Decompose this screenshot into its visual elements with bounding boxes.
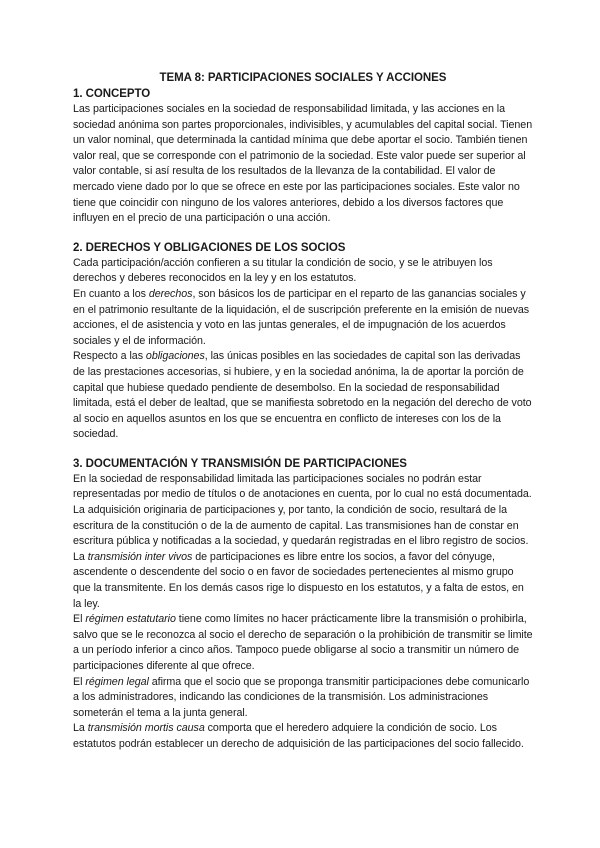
emphasis-term: derechos (148, 287, 193, 300)
section-heading-concepto: 1. CONCEPTO (73, 88, 151, 100)
text-run: La (73, 550, 88, 563)
section-spacer (73, 227, 533, 240)
text-run: , son básicos los de participar en el reparto de las ganancias sociales y en el patrimonio resultante de la liquidación, el de suscripción preferente en la emisión de nuevas acciones, el de asistencia y voto en las juntas generales, el de impugnación de los acuerdos sociales y el de información. (73, 287, 530, 347)
section-heading-derechos: 2. DERECHOS Y OBLIGACIONES DE LOS SOCIOS (73, 241, 346, 254)
emphasis-term: régimen estatutario (85, 613, 176, 626)
text-run: En cuanto a los (73, 287, 149, 300)
text-run: La (73, 722, 88, 735)
text-run: afirma que el socio que se proponga transmitir participaciones debe comunicarlo a los administradores, indicando las condiciones de la transmisión. Los administraciones someterán el tema a la junta general. (73, 675, 530, 719)
document-page (73, 70, 533, 753)
text-run: tiene como límites no hacer prácticamente libre la transmisión o prohibirla, salvo que se le reconozca al socio el derecho de separación o la prohibición de transmitir se limite a un período inferior a cinco años. Tampoco puede obligarse al socio a transmitir un número de participaciones diferente al que ofrece. (73, 613, 533, 672)
emphasis-term: régimen legal (85, 675, 149, 688)
text-run: comporta que el heredero adquiere la condición de socio. Los estatutos podrán establecer un derecho de adquisición de las participaciones del socio fallecido. (73, 722, 524, 750)
text-run: , las únicas posibles en las sociedades de capital son las derivadas de las prestaciones accesorias, si hubiere, y en la sociedad anónima, la de aportar la porción de capital que hubiese quedado pendiente de desembolso. En la sociedad de responsabilidad limitada, está el deber de lealtad, que se manifiesta sobretodo en la negación del derecho de voto al socio en aquellos asuntos en los que se encuentra en conflicto de intereses con los de la sociedad. (73, 350, 532, 441)
text-run: de participaciones es libre entre los socios, a favor del cónyuge, ascendente o descendente del socio o en favor de sociedades pertenecientes al mismo grupo que la transmitente. En los demás casos rige lo dispuesto en los estatutos, y a falta de estos, en la ley. (73, 550, 524, 610)
paragraph-obligaciones (73, 349, 533, 443)
text-run: Respecto a las (73, 350, 146, 363)
text-run: El (73, 613, 86, 626)
emphasis-term: obligaciones (145, 350, 205, 363)
paragraph-documentacion: En la sociedad de responsabilidad limitada las participaciones sociales no podrán estar representadas por medio de títulos o de anotaciones en cuenta, por lo cual no está documentada. La adquisición originaria de participaciones y, por tanto, la condición de socio, resultará de la escritura de la constitución o de la de aumento de capital. Las transmisiones han de constar en escritura pública y notificadas a la sociedad, y quedarán registradas en el libro registro de socios. (73, 472, 532, 548)
paragraph-inter-vivos (73, 550, 533, 612)
paragraph-concepto: Las participaciones sociales en la sociedad de responsabilidad limitada, y las acciones en la sociedad anónima son partes proporcionales, indivisibles, y acumulables del capital social. Tienen un valor nominal, que determinada la cantidad mínima que debe aportar el socio. También tienen valor real, que se corresponde con el patrimonio de la sociedad. Este valor puede ser superior al valor contable, si así resulta de los resultados de la llevanza de la contabilidad. El valor de mercado viene dado por lo que se ofrece en este por las participaciones sociales. Este valor no tiene que coincidir con ninguno de los valores anteriores, debido a los diversos factores que influyen en el precio de una participación o una acción. (73, 103, 533, 225)
document-title: TEMA 8: PARTICIPACIONES SOCIALES Y ACCIONES (159, 72, 447, 84)
section-spacer (73, 443, 533, 456)
emphasis-term: transmisión inter vivos (87, 550, 193, 563)
paragraph-regimen-legal (73, 675, 533, 722)
paragraph-regimen-estatutario (73, 612, 533, 674)
text-run: El (73, 675, 86, 688)
paragraph-condicion-socio: Cada participación/acción confieren a su titular la condición de socio, y se le atribuyen los derechos y deberes reconocidos en la ley y en los estatutos. (73, 256, 493, 285)
paragraph-mortis-causa (73, 721, 533, 752)
emphasis-term: transmisión mortis causa (87, 722, 205, 735)
section-heading-documentacion: 3. DOCUMENTACIÓN Y TRANSMISIÓN DE PARTICIPACIONES (73, 457, 407, 470)
paragraph-derechos (73, 287, 533, 349)
